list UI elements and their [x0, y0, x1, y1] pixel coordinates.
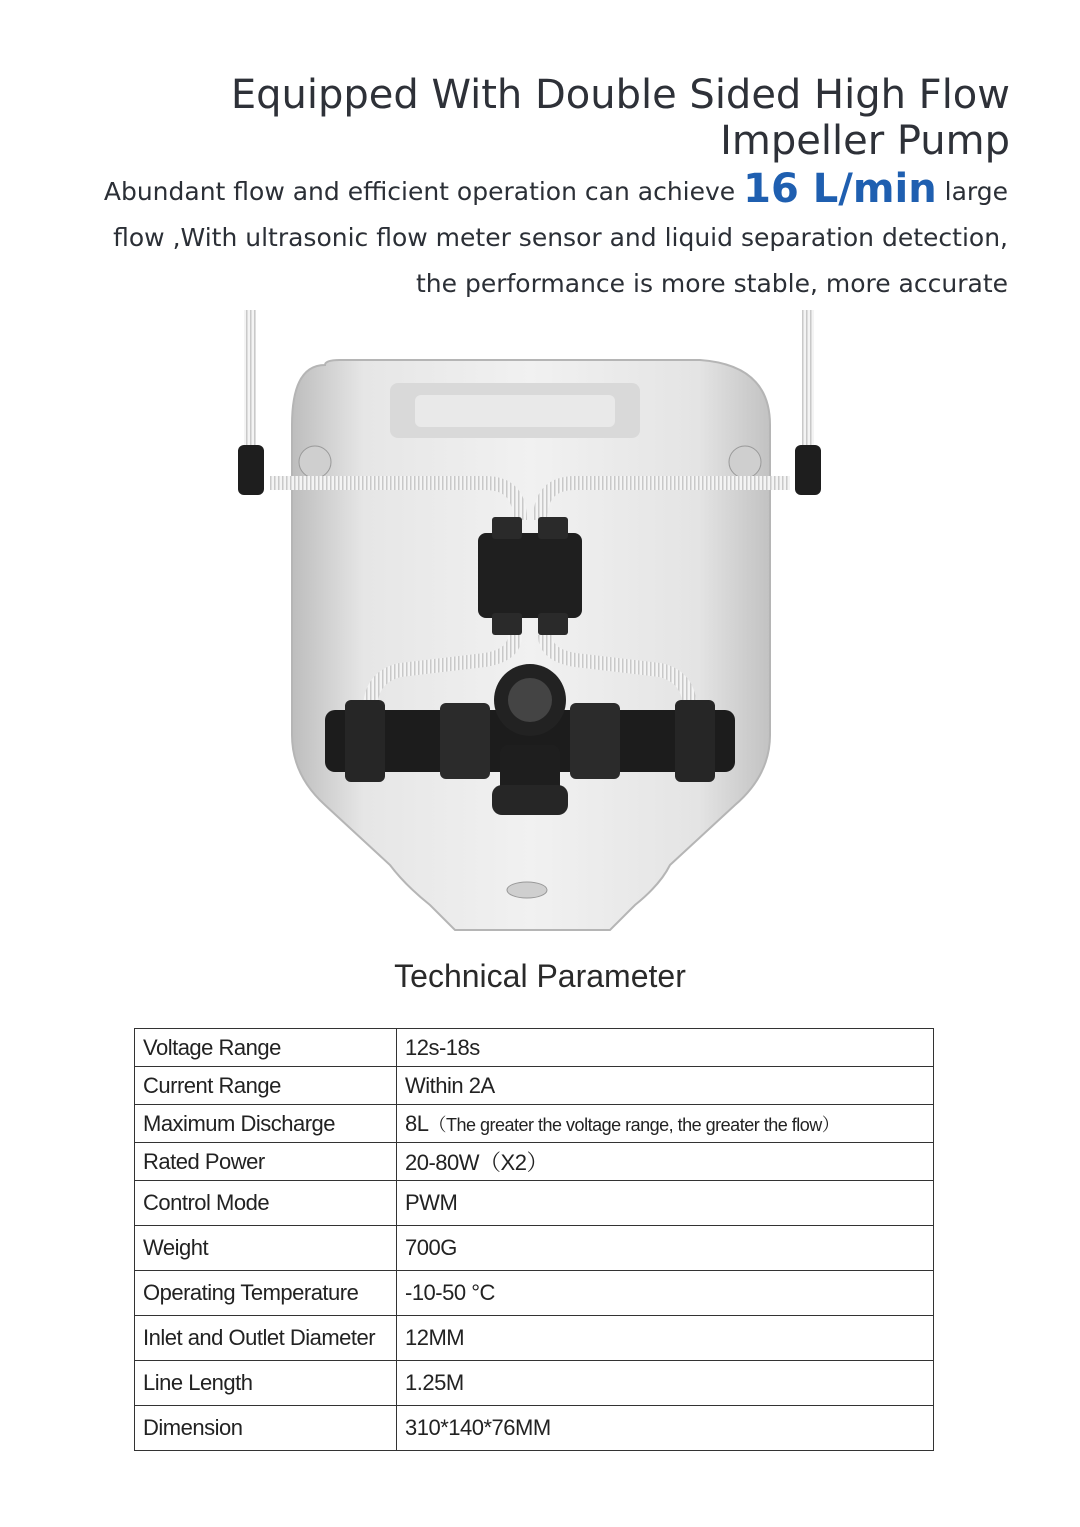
param-value: 700G: [397, 1226, 934, 1271]
param-label: Operating Temperature: [135, 1271, 397, 1316]
section-title: Technical Parameter: [394, 958, 686, 994]
subheadline-rest: large flow ,With ultrasonic flow meter sensor and liquid separation detection, the performance is more stable, more accurate: [113, 177, 1008, 298]
table-row: [135, 1406, 934, 1451]
subheadline: [68, 166, 1008, 307]
param-value-main: 8L: [405, 1110, 429, 1136]
table-row: [135, 1029, 934, 1067]
table-row: [135, 1105, 934, 1143]
table-row: [135, 1143, 934, 1181]
param-value: Within 2A: [397, 1067, 934, 1105]
param-label: Current Range: [135, 1067, 397, 1105]
param-value-note: （The greater the voltage range, the greater the flow）: [428, 1114, 840, 1135]
table-row: [135, 1316, 934, 1361]
flow-rate-highlight: 16 L/min: [743, 166, 937, 212]
param-value: 12MM: [397, 1316, 934, 1361]
param-value: -10-50 °C: [397, 1271, 934, 1316]
table-row: [135, 1361, 934, 1406]
table-row: [135, 1181, 934, 1226]
param-label: Maximum Discharge: [135, 1105, 397, 1143]
technical-parameter-table: [134, 1028, 934, 1451]
param-label: Weight: [135, 1226, 397, 1271]
table-row: [135, 1271, 934, 1316]
pump-tank-illustration: [230, 305, 830, 945]
table-row: [135, 1226, 934, 1271]
param-label: Control Mode: [135, 1181, 397, 1226]
param-value: 310*140*76MM: [397, 1406, 934, 1451]
param-value: 1.25M: [397, 1361, 934, 1406]
table-row: [135, 1067, 934, 1105]
param-label: Inlet and Outlet Diameter: [135, 1316, 397, 1361]
param-label: Voltage Range: [135, 1029, 397, 1067]
param-label: Line Length: [135, 1361, 397, 1406]
param-label: Rated Power: [135, 1143, 397, 1181]
headline: Equipped With Double Sided High Flow Impeller Pump: [230, 72, 1010, 164]
param-value: PWM: [397, 1181, 934, 1226]
param-value: [397, 1105, 934, 1143]
param-value: 20-80W（X2）: [397, 1143, 934, 1181]
param-value: 12s-18s: [397, 1029, 934, 1067]
subheadline-lead: Abundant flow and efficient operation can achieve: [103, 177, 736, 206]
param-label: Dimension: [135, 1406, 397, 1451]
